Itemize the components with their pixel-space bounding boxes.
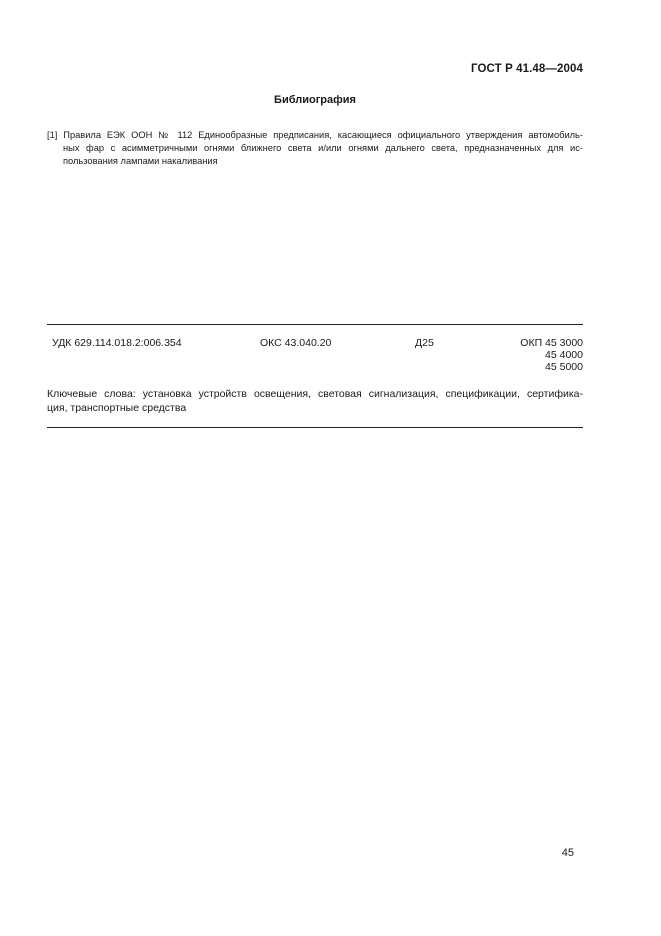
okp-code: 45 5000 <box>545 361 583 373</box>
standard-code: ГОСТ Р 41.48—2004 <box>471 63 583 75</box>
okp-code: 45 4000 <box>545 349 583 361</box>
divider-top <box>47 324 583 325</box>
bibliography-entry-line: ных фар с асимметричными огнями ближнего света и/или огнями дальнего света, предназначенных для ис- <box>63 143 583 153</box>
oks-code: ОКС 43.040.20 <box>260 337 332 349</box>
group-code: Д25 <box>415 337 434 349</box>
okp-codes <box>520 337 583 373</box>
bibliography-entry <box>47 129 583 168</box>
bibliography-title: Библиография <box>274 94 356 106</box>
udk-code: УДК 629.114.018.2:006.354 <box>52 337 182 349</box>
keywords-line: ция, транспортные средства <box>47 402 187 414</box>
keywords <box>47 387 583 415</box>
page-number: 45 <box>561 847 574 859</box>
divider-bottom <box>47 427 583 428</box>
bibliography-entry-line: пользования лампами накаливания <box>63 156 218 166</box>
keywords-line: Ключевые слова: установка устройств освещения, световая сигнализация, спецификации, сертифика- <box>47 388 583 400</box>
bibliography-entry-line: [1] Правила ЕЭК ООН № 112 Единообразные предписания, касающиеся официального утверждения автомобиль- <box>47 130 583 140</box>
okp-code: ОКП 45 3000 <box>520 337 583 349</box>
